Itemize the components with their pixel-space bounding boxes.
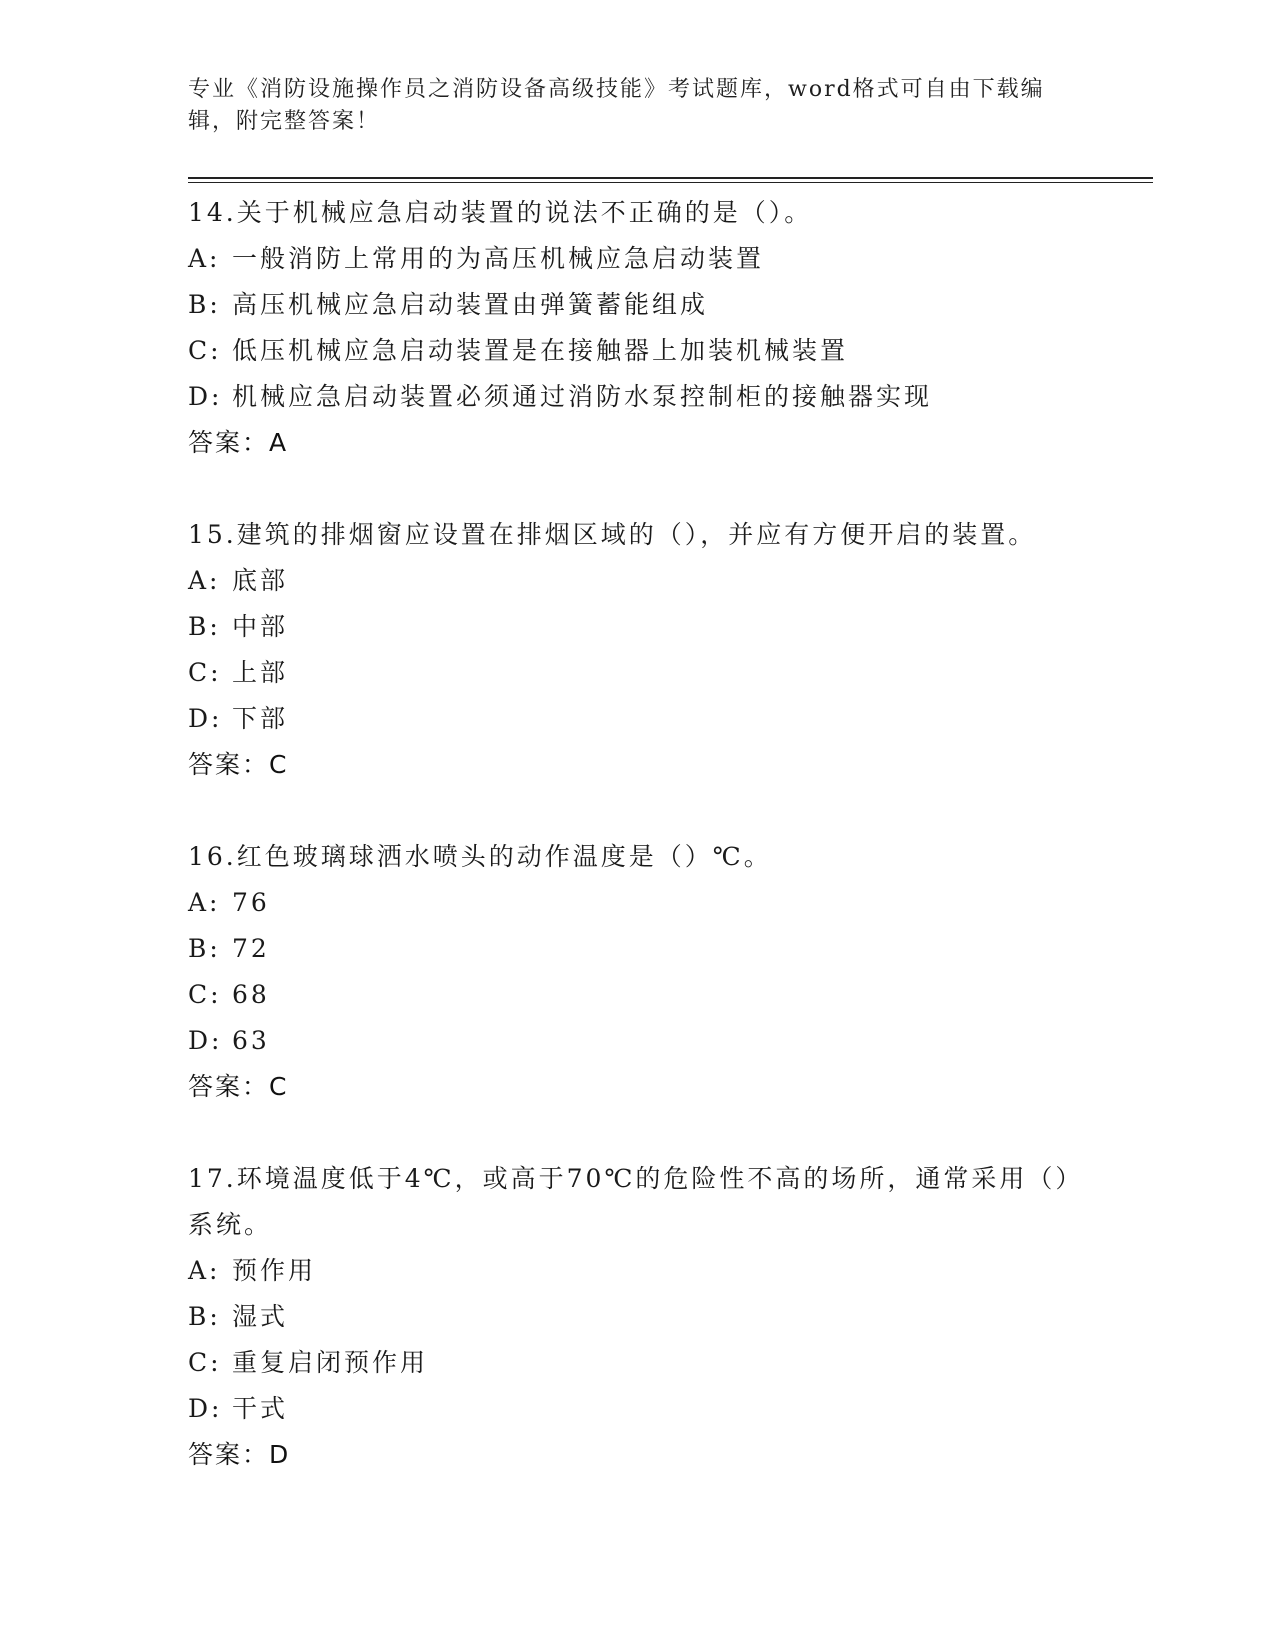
option-text: 低压机械应急启动装置是在接触器上加装机械装置 (232, 336, 849, 365)
option-text: 干式 (232, 1394, 289, 1423)
option-c (188, 650, 1088, 696)
option-b (188, 604, 1088, 650)
question-15 (188, 512, 1088, 788)
option-a (188, 880, 1088, 926)
option-letter: B: (188, 290, 221, 319)
option-c (188, 972, 1088, 1018)
question-text: 15.建筑的排烟窗应设置在排烟区域的（），并应有方便开启的装置。 (188, 520, 1037, 549)
option-text: 底部 (232, 566, 289, 595)
option-text: 中部 (232, 612, 289, 641)
option-d (188, 1386, 1088, 1432)
option-c (188, 1340, 1088, 1386)
answer-line: 答案：A (188, 428, 289, 457)
option-letter: A: (188, 566, 221, 595)
question-17 (188, 1156, 1088, 1478)
option-text: 重复启闭预作用 (232, 1348, 429, 1377)
option-letter: C: (188, 980, 222, 1009)
option-text: 预作用 (232, 1256, 317, 1285)
option-text: 76 (232, 888, 270, 917)
option-letter: A: (188, 888, 221, 917)
option-text: 高压机械应急启动装置由弹簧蓄能组成 (232, 290, 709, 319)
header-divider-top (188, 177, 1153, 179)
option-letter: C: (188, 658, 222, 687)
option-letter: C: (188, 1348, 222, 1377)
option-b (188, 1294, 1088, 1340)
question-14 (188, 190, 1088, 466)
option-text: 一般消防上常用的为高压机械应急启动装置 (232, 244, 765, 273)
option-text: 湿式 (232, 1302, 289, 1331)
option-letter: C: (188, 336, 222, 365)
question-text: 16.红色玻璃球洒水喷头的动作温度是（）℃。 (188, 842, 772, 871)
option-text: 63 (232, 1026, 270, 1055)
option-letter: D: (188, 382, 223, 411)
option-letter: A: (188, 1256, 221, 1285)
option-letter: D: (188, 704, 223, 733)
option-a (188, 236, 1088, 282)
option-b (188, 282, 1088, 328)
option-b (188, 926, 1088, 972)
option-text: 72 (232, 934, 270, 963)
option-d (188, 1018, 1088, 1064)
question-16 (188, 834, 1088, 1110)
document-header: 专业《消防设施操作员之消防设备高级技能》考试题库，word格式可自由下载编辑，附完整答案！ (188, 77, 1045, 134)
option-a (188, 1248, 1088, 1294)
option-text: 下部 (232, 704, 289, 733)
option-text: 68 (232, 980, 270, 1009)
question-list (188, 190, 1088, 1524)
answer-line: 答案：C (188, 1072, 289, 1101)
option-letter: A: (188, 244, 221, 273)
option-letter: B: (188, 612, 221, 641)
header-divider-bottom (188, 182, 1153, 183)
option-a (188, 558, 1088, 604)
option-d (188, 696, 1088, 742)
question-text: 14.关于机械应急启动装置的说法不正确的是（）。 (188, 198, 813, 227)
option-letter: B: (188, 934, 221, 963)
option-letter: D: (188, 1026, 223, 1055)
question-text: 17.环境温度低于4℃，或高于70℃的危险性不高的场所，通常采用（）系统。 (188, 1164, 1084, 1239)
option-letter: B: (188, 1302, 221, 1331)
option-letter: D: (188, 1394, 223, 1423)
answer-line: 答案：D (188, 1440, 291, 1469)
option-c (188, 328, 1088, 374)
option-text: 机械应急启动装置必须通过消防水泵控制柜的接触器实现 (232, 382, 933, 411)
option-text: 上部 (232, 658, 289, 687)
answer-line: 答案：C (188, 750, 289, 779)
option-d (188, 374, 1088, 420)
